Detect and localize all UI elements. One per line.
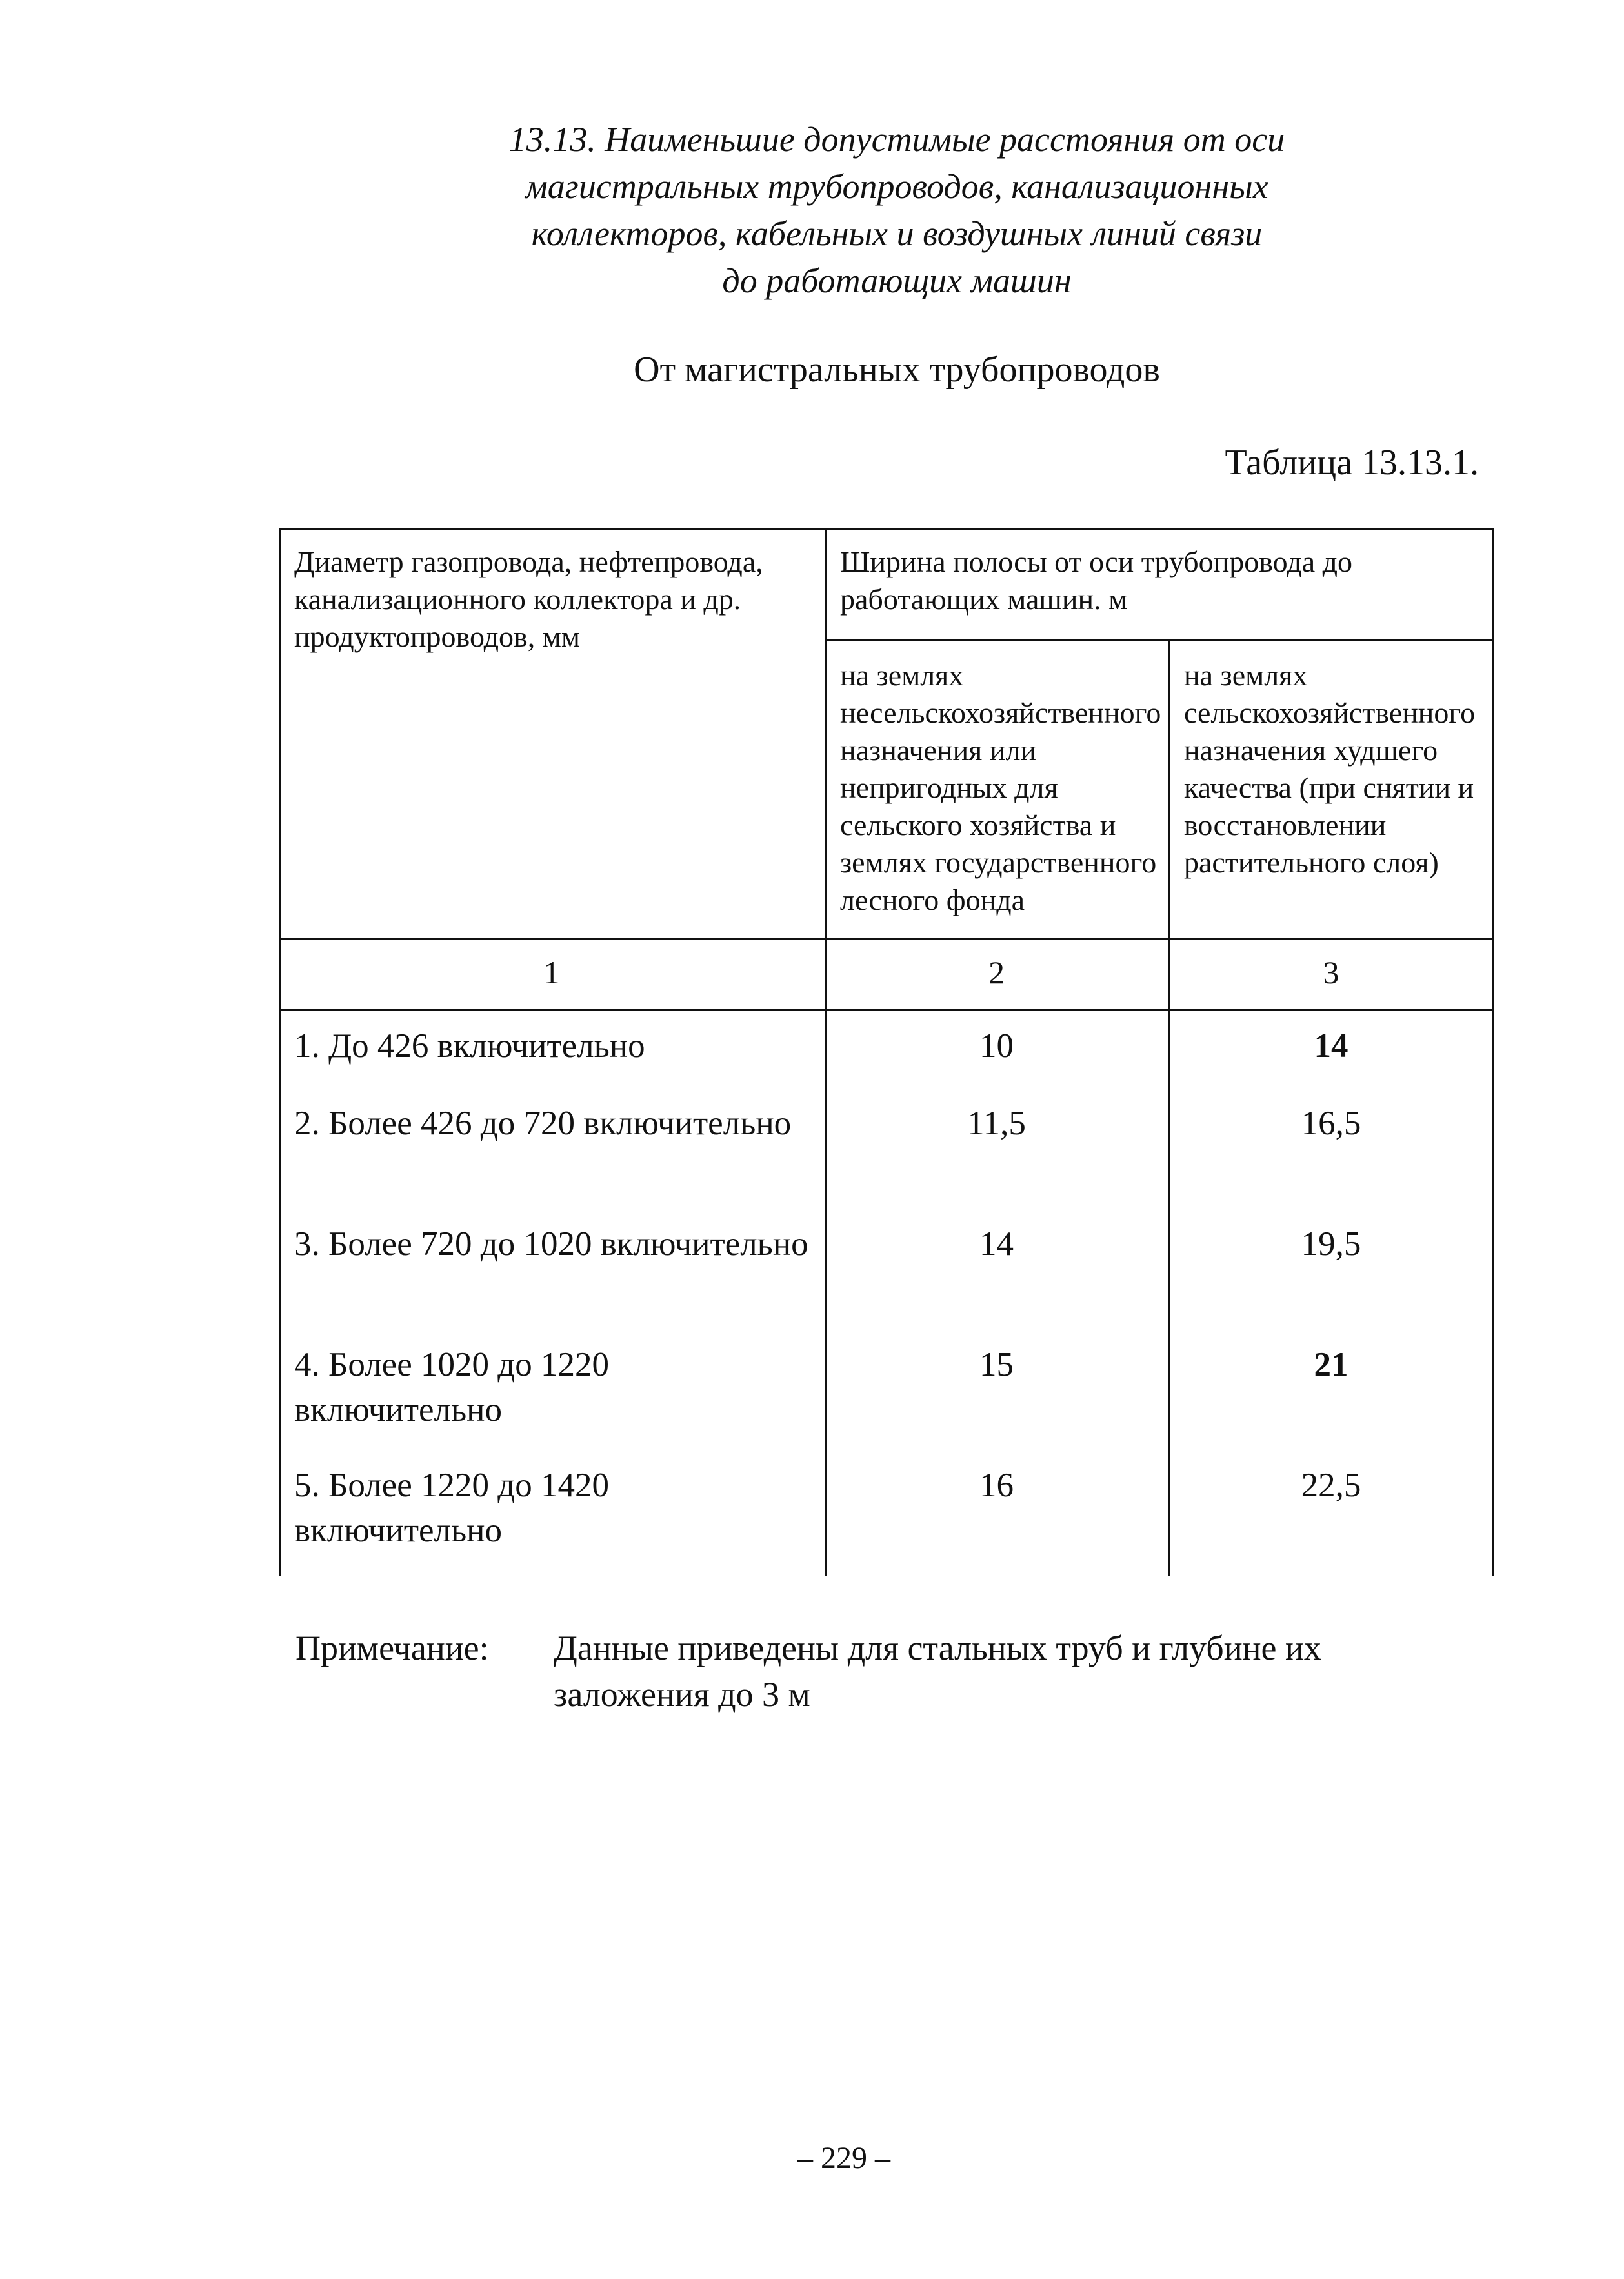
note-label: Примечание: bbox=[296, 1629, 489, 1667]
row-value-col3: 16,5 bbox=[1301, 1105, 1361, 1142]
header-agricultural: на землях сельскохозяйственного назначения худшего качества (при снятии и восстановлении растительного слоя) bbox=[1184, 659, 1476, 879]
distance-table bbox=[279, 528, 1494, 1576]
heading-line: до работающих машин bbox=[722, 261, 1072, 300]
row-label: 3. Более 720 до 1020 включительно bbox=[294, 1225, 808, 1263]
table-divider-header bbox=[279, 938, 1494, 940]
row-value-col2: 14 bbox=[979, 1225, 1014, 1263]
row-label: 4. Более 1020 до 1220 включительно bbox=[294, 1346, 609, 1429]
row-label: 2. Более 426 до 720 включительно bbox=[294, 1105, 792, 1142]
note-text: Данные приведены для стальных труб и глубине их заложения до 3 м bbox=[554, 1629, 1321, 1714]
row-value-col3: 19,5 bbox=[1301, 1225, 1361, 1263]
row-value-col3: 14 bbox=[1314, 1027, 1348, 1065]
section-heading bbox=[387, 116, 1407, 305]
row-label: 1. До 426 включительно bbox=[294, 1027, 645, 1065]
row-value-col3: 21 bbox=[1314, 1346, 1348, 1383]
column-number-3: 3 bbox=[1323, 954, 1339, 990]
header-non-agricultural: на землях несельскохозяйственного назначения или непригодных для сельского хозяйства и землях государственного лесного фонда bbox=[840, 659, 1161, 916]
subtitle: От магистральных трубопроводов bbox=[634, 350, 1160, 390]
row-value-col2: 10 bbox=[979, 1027, 1014, 1065]
table-label: Таблица 13.13.1. bbox=[1225, 443, 1479, 483]
row-label: 5. Более 1220 до 1420 включительно bbox=[294, 1467, 609, 1549]
table-divider-group bbox=[825, 639, 1494, 641]
row-value-col2: 11,5 bbox=[967, 1105, 1026, 1142]
page-number: – 229 – bbox=[797, 2141, 890, 2175]
column-number-1: 1 bbox=[543, 954, 560, 990]
header-diameter: Диаметр газопровода, нефтепровода, канализационного коллектора и др. продуктопроводов, мм bbox=[294, 545, 763, 653]
heading-line: коллекторов, кабельных и воздушных линий связи bbox=[531, 214, 1263, 253]
row-value-col3: 22,5 bbox=[1301, 1467, 1361, 1504]
table-border-top bbox=[279, 528, 1494, 530]
heading-line: магистральных трубопроводов, канализационных bbox=[525, 167, 1268, 206]
table-divider-numbers bbox=[279, 1009, 1494, 1011]
heading-line: 13.13. Наименьшие допустимые расстояния от оси bbox=[508, 120, 1285, 159]
header-strip-width: Ширина полосы от оси трубопровода до работающих машин. м bbox=[840, 545, 1353, 616]
row-value-col2: 16 bbox=[979, 1467, 1014, 1504]
column-number-2: 2 bbox=[988, 954, 1005, 990]
row-value-col2: 15 bbox=[979, 1346, 1014, 1383]
table-border-left bbox=[279, 528, 281, 1576]
